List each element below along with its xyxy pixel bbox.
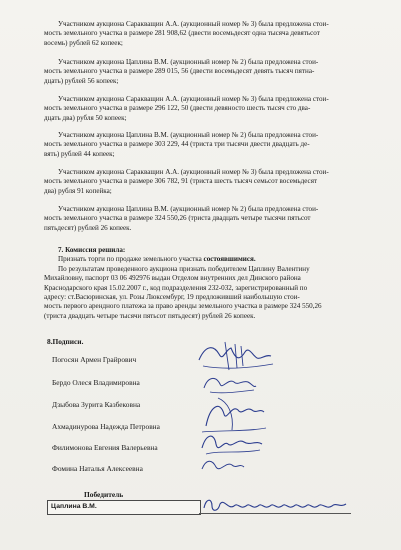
- commission-line: Михайловну, паспорт 03 06 492976 выдан Отделом внутренних дел Динского района: [44, 274, 301, 283]
- bid-line: два) рубля 91 копейка;: [44, 186, 112, 195]
- bid-paragraph: [44, 58, 394, 86]
- bid-line: мость земельного участка в размере 296 122, 50 (двести девяносто шесть тысяч сто два-: [44, 104, 311, 113]
- winner-title: Победитель: [84, 490, 124, 499]
- bid-line: мость земельного участка в размере 324 550,26 (триста двадцать четыре тысячи пятьсот: [44, 214, 311, 223]
- commission-decision: [44, 255, 394, 264]
- commission-section: [44, 246, 394, 321]
- bid-line: мость земельного участка в размере 289 015, 56 (двести восемьдесят девять тысяч пятна-: [44, 67, 315, 76]
- commission-line: Краснодарского края 15.02.2007 г., код подразделения 232-032, зарегистрированный по: [44, 283, 308, 292]
- bid-line: вять) рублей 44 копеек;: [44, 149, 115, 158]
- bid-paragraph: [44, 168, 394, 196]
- signature-winner: [200, 494, 350, 516]
- member-name: Погосян Армен Грайрович: [52, 355, 137, 364]
- bid-line: дцать два) рубля 50 копеек;: [44, 113, 127, 122]
- member-name: Ахмадинурова Надежда Петровна: [52, 422, 160, 431]
- member-name: Филимонова Евгения Валерьевна: [52, 443, 158, 452]
- member-name: Фомина Наталья Алексеевна: [52, 464, 143, 473]
- signature-fomina: [198, 455, 248, 475]
- bid-line: Участником аукциона Цаплина В.М. (аукционный номер № 2) была предложена стои-: [58, 131, 319, 139]
- commission-line: адресу: ст.Васюринская, ул. Розы Люксембург, 19 предложивший наибольшую стои-: [44, 293, 300, 302]
- bid-line: мость земельного участка в размере 303 229, 44 (триста три тысячи двести двадцать де-: [44, 140, 310, 149]
- bid-paragraph: [44, 20, 394, 48]
- bid-line: пятьдесят) рублей 26 копеек.: [44, 223, 132, 232]
- signatures-title: 8.Подписи.: [47, 337, 84, 346]
- commission-line: мость первого арендного платежа за право аренды земельного участка в размере 324 550,26: [44, 302, 322, 311]
- member-name: Бердо Олеся Владимировна: [52, 378, 140, 387]
- bid-line: мость земельного участка в размере 306 782, 91 (триста шесть тысяч семьсот восемьдесят: [44, 177, 318, 186]
- commission-decision-text: Признать торги по продаже земельного участка: [58, 255, 204, 264]
- bid-line: Участником аукциона Саракващин А.А. (аукционный номер № 3) была предложена стои-: [58, 20, 329, 28]
- member-name: Дзыбова Зурита Казбековна: [52, 400, 141, 409]
- bid-line: дцать) рублей 56 копеек;: [44, 76, 119, 85]
- bid-line: Участником аукциона Саракващин А.А. (аукционный номер № 3) была предложена стои-: [58, 95, 329, 103]
- commission-title: 7. Комиссия решила:: [58, 246, 126, 254]
- signature-berdo: [198, 372, 258, 396]
- bid-line: Участником аукциона Цаплина В.М. (аукционный номер № 2) была предложена стои-: [58, 58, 319, 66]
- commission-line: По результатам проведенного аукциона признать победителем Цаплину Валентину: [58, 264, 310, 273]
- bid-paragraph: [44, 95, 394, 123]
- winner-box: [47, 500, 201, 515]
- commission-decision-result: состоявшимися.: [203, 255, 256, 264]
- bid-line: Участником аукциона Цаплина В.М. (аукционный номер № 2) была предложена стои-: [58, 205, 319, 213]
- bid-paragraph: [44, 205, 394, 233]
- bid-line: восемь) рублей 62 копеек;: [44, 38, 123, 47]
- winner-name: Цаплина В.М.: [51, 503, 97, 510]
- bid-line: мость земельного участка в размере 281 908,62 (двести восемьдесят одна тысяча девятьсот: [44, 29, 320, 38]
- commission-line: (триста двадцать четыре тысячи пятьсот пятьдесят) рублей 26 копеек.: [44, 311, 256, 320]
- signature-pogosyan: [195, 340, 275, 374]
- bid-paragraph: [44, 131, 394, 159]
- bid-line: Участником аукциона Саракващин А.А. (аукционный номер № 3) была предложена стои-: [58, 168, 329, 176]
